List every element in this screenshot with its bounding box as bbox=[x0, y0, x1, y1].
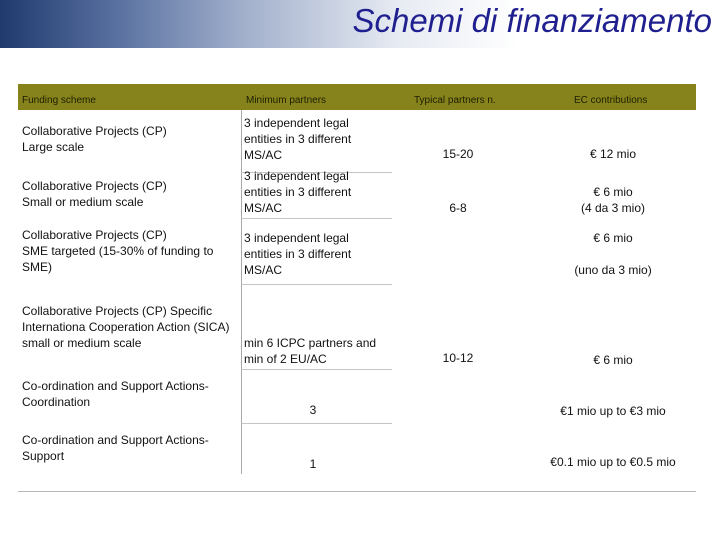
header-funding-scheme: Funding scheme bbox=[22, 95, 96, 106]
row-2-typical-partners: 6-8 bbox=[449, 201, 467, 215]
row-divider bbox=[241, 284, 392, 285]
row-4-scheme: Collaborative Projects (CP) Specific Internationa Cooperation Action (SICA) small or medium scale bbox=[22, 304, 230, 350]
row-1-min-partners: 3 independent legal entities in 3 different MS/AC bbox=[244, 116, 352, 162]
row-3-ec-contribution-note: (uno da 3 mio) bbox=[574, 263, 652, 277]
row-5-scheme: Co-ordination and Support Actions-Coordination bbox=[22, 379, 209, 409]
row-4-ec-contribution: € 6 mio bbox=[593, 353, 633, 367]
row-6-min-partners: 1 bbox=[309, 457, 317, 471]
row-1-ec-contribution: € 12 mio bbox=[589, 147, 637, 161]
row-2-scheme: Collaborative Projects (CP) Small or medium scale bbox=[22, 179, 167, 209]
row-divider bbox=[241, 369, 392, 370]
column-divider bbox=[241, 110, 242, 474]
row-4-min-partners: min 6 ICPC partners and min of 2 EU/AC bbox=[244, 336, 377, 366]
row-2-ec-contribution: € 6 mio (4 da 3 mio) bbox=[580, 185, 646, 215]
row-3-scheme: Collaborative Projects (CP) SME targeted (15-30% of funding to SME) bbox=[22, 228, 214, 274]
row-3-min-partners: 3 independent legal entities in 3 different MS/AC bbox=[244, 231, 352, 277]
row-1-typical-partners: 15-20 bbox=[442, 147, 474, 161]
header-minimum-partners: Minimum partners bbox=[246, 95, 327, 106]
slide-title: Schemi di finanziamento bbox=[352, 2, 712, 39]
row-1-scheme: Collaborative Projects (CP) Large scale bbox=[22, 124, 167, 154]
row-2-min-partners: 3 independent legal entities in 3 different MS/AC bbox=[244, 169, 352, 215]
funding-table bbox=[18, 84, 696, 492]
row-5-min-partners: 3 bbox=[309, 403, 317, 417]
row-4-typical-partners: 10-12 bbox=[442, 351, 474, 365]
row-divider bbox=[241, 423, 392, 424]
row-5-ec-contribution: €1 mio up to €3 mio bbox=[560, 404, 666, 418]
header-typical-partners: Typical partners n. bbox=[414, 95, 496, 106]
row-6-ec-contribution: €0.1 mio up to €0.5 mio bbox=[550, 455, 676, 469]
row-divider bbox=[241, 218, 392, 219]
header-ec-contributions: EC contributions bbox=[574, 95, 648, 106]
row-6-scheme: Co-ordination and Support Actions-Support bbox=[22, 433, 209, 463]
row-3-ec-contribution: € 6 mio bbox=[593, 231, 633, 245]
table-header-row bbox=[18, 84, 696, 110]
